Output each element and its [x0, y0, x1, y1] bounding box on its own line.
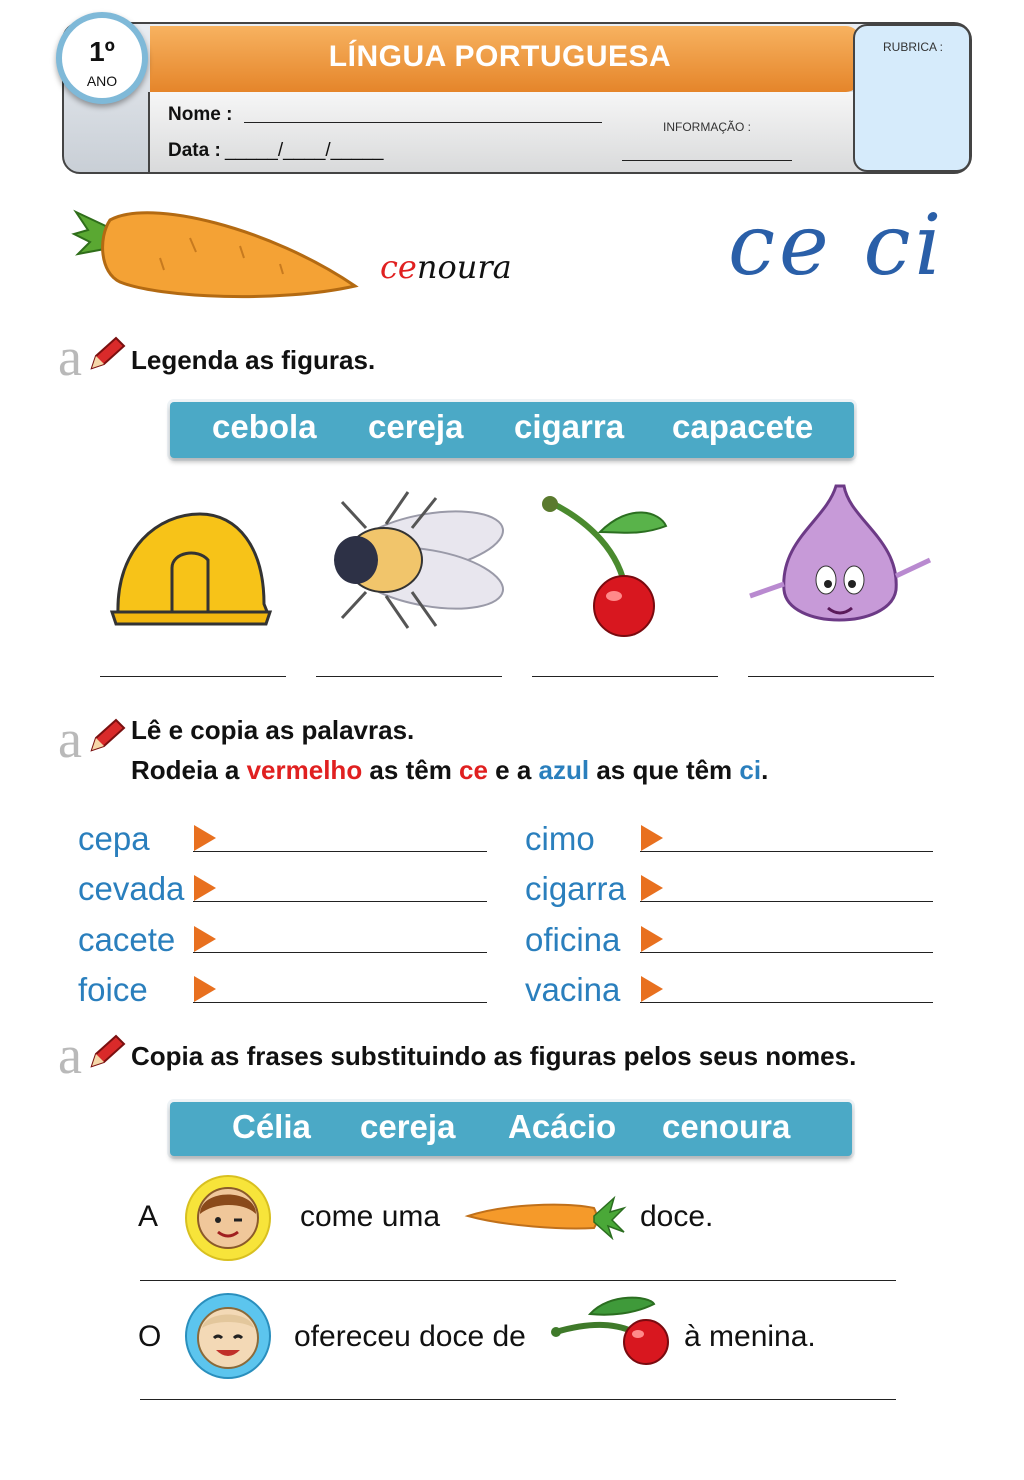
- arrow-icon: [194, 825, 216, 851]
- exercise1-word-bank: [170, 402, 854, 458]
- word-bank-item: cebola: [212, 408, 317, 445]
- copy-line[interactable]: [193, 952, 487, 953]
- sentence2-end: à menina.: [684, 1320, 816, 1353]
- intro-word: [380, 248, 512, 286]
- sentence1-end: doce.: [640, 1200, 714, 1233]
- answer-line[interactable]: [748, 676, 934, 677]
- instruction-ce: ce: [459, 755, 488, 785]
- sentence1-start: A: [138, 1200, 159, 1233]
- word-item: cepa: [78, 820, 150, 857]
- cherry-icon: [540, 492, 670, 642]
- word-bank-item: capacete: [672, 408, 814, 445]
- sentence2-start: O: [138, 1320, 162, 1353]
- informacao-field[interactable]: [622, 160, 792, 161]
- helmet-icon: [108, 508, 273, 628]
- arrow-icon: [194, 976, 216, 1002]
- word-item: oficina: [525, 921, 621, 958]
- carrot-illustration: [70, 198, 365, 303]
- arrow-icon: [194, 926, 216, 952]
- word-bank-item: cigarra: [514, 408, 625, 445]
- answer-line[interactable]: [100, 676, 286, 677]
- exercise-a-icon: a: [58, 327, 82, 387]
- intro-word-red: ce: [380, 248, 417, 286]
- instruction-red: vermelho: [246, 755, 363, 785]
- answer-line[interactable]: [316, 676, 502, 677]
- copy-line[interactable]: [193, 1002, 487, 1003]
- word-item: foice: [78, 971, 148, 1008]
- arrow-icon: [641, 976, 663, 1002]
- boy-face-icon: [184, 1292, 272, 1380]
- sentence1-middle: come uma: [300, 1200, 441, 1233]
- intro-word-rest: noura: [416, 248, 512, 286]
- sentence1-answer-line[interactable]: [140, 1280, 896, 1281]
- syllables-script: ce ci: [728, 196, 946, 294]
- exercise2-instruction: [131, 755, 768, 786]
- sentence2-answer-line[interactable]: [140, 1399, 896, 1400]
- instruction-blue: azul: [538, 755, 590, 785]
- pencil-icon: [86, 716, 126, 756]
- pencil-icon: [86, 1032, 126, 1072]
- word-bank-item: cenoura: [662, 1108, 791, 1145]
- informacao-label: INFORMAÇÃO :: [663, 120, 752, 134]
- cicada-icon: [316, 478, 506, 643]
- copy-line[interactable]: [640, 952, 933, 953]
- answer-line[interactable]: [532, 676, 718, 677]
- grade-number: 1º: [89, 36, 115, 67]
- instruction-text: .: [761, 755, 769, 785]
- word-item: cevada: [78, 870, 185, 907]
- data-field[interactable]: _____/____/_____: [225, 140, 384, 161]
- word-bank-item: cereja: [360, 1108, 456, 1145]
- word-item: vacina: [525, 971, 621, 1008]
- word-item: cimo: [525, 820, 595, 857]
- page-title: LÍNGUA PORTUGUESA: [328, 40, 672, 73]
- sentence2-middle: ofereceu doce de: [294, 1320, 526, 1353]
- arrow-icon: [641, 825, 663, 851]
- instruction-text: as que têm: [589, 755, 740, 785]
- instruction-text: Rodeia a: [131, 755, 247, 785]
- word-bank-item: Acácio: [508, 1108, 617, 1145]
- word-bank-item: cereja: [368, 408, 464, 445]
- copy-line[interactable]: [193, 901, 487, 902]
- nome-field[interactable]: [244, 122, 602, 123]
- copy-line[interactable]: [640, 1002, 933, 1003]
- arrow-icon: [641, 926, 663, 952]
- exercise2-heading: Lê e copia as palavras.: [131, 715, 415, 745]
- arrow-icon: [194, 875, 216, 901]
- exercise1-heading: Legenda as figuras.: [131, 345, 376, 375]
- word-item: cacete: [78, 921, 176, 958]
- girl-face-icon: [184, 1174, 272, 1262]
- nome-label: Nome :: [168, 104, 233, 125]
- word-item: cigarra: [525, 870, 626, 907]
- exercise-a-icon: a: [58, 1025, 82, 1085]
- exercise3-heading: Copia as frases substituindo as figuras pelos seus nomes.: [131, 1041, 857, 1071]
- word-bank-item: Célia: [232, 1108, 311, 1145]
- copy-line[interactable]: [640, 851, 933, 852]
- exercise-a-icon: a: [58, 709, 82, 769]
- grade-label: ANO: [86, 73, 118, 89]
- rubrica-label: RUBRICA :: [882, 40, 943, 54]
- exercise3-word-bank: [170, 1102, 852, 1156]
- pencil-icon: [86, 334, 126, 374]
- arrow-icon: [641, 875, 663, 901]
- data-label: Data :: [168, 140, 221, 161]
- copy-line[interactable]: [193, 851, 487, 852]
- copy-line[interactable]: [640, 901, 933, 902]
- onion-icon: [740, 480, 940, 645]
- carrot-icon: [464, 1190, 628, 1240]
- instruction-ci: ci: [739, 755, 762, 785]
- cherry-icon: [550, 1292, 672, 1368]
- instruction-text: as têm: [362, 755, 460, 785]
- instruction-text: e a: [487, 755, 539, 785]
